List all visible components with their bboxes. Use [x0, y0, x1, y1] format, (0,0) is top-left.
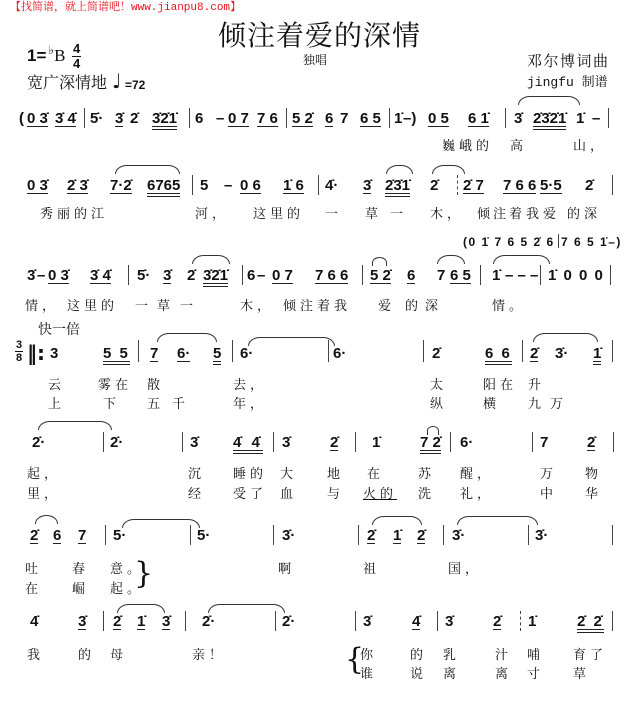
lyric-syllable: 万 — [540, 467, 558, 482]
lyric-syllable: 上 — [48, 397, 66, 412]
note-group: – — [592, 110, 601, 127]
site-banner: 【找简谱，就上简谱吧！www.jianpu8.com】 — [10, 2, 242, 14]
expression-marking: 宽广深情地 — [27, 73, 108, 92]
barline — [242, 265, 243, 285]
lyric-syllable: 一 — [325, 207, 343, 222]
note-group: 0 7 — [228, 110, 249, 127]
slur-arc — [117, 604, 165, 613]
tie-arc — [122, 519, 200, 528]
note-group: 3̇ — [445, 613, 454, 630]
note-group: 2̇ — [367, 527, 376, 544]
time-signature-numerator: 3 — [16, 339, 23, 351]
note-group: 6 5 — [360, 110, 381, 127]
note-group: 1̇ — [576, 110, 585, 127]
barline — [103, 611, 104, 631]
lyric-syllable: 一 — [390, 207, 408, 222]
note-group: 2̇ — [187, 267, 196, 284]
lyric-syllable: 散 — [147, 378, 165, 393]
lyric-syllable: 睡的 — [233, 467, 268, 482]
note-group: 6765 — [147, 179, 180, 197]
slur-arc — [157, 333, 217, 342]
note-group: 0 3̇ — [27, 177, 48, 194]
note-group: – — [224, 177, 233, 194]
note-group: – — [37, 267, 46, 284]
note-group: 5 2̇ — [370, 267, 391, 284]
lyric-syllable: 祖 — [363, 562, 381, 577]
lyric-syllable: 秀丽的江 — [40, 207, 109, 222]
lyric-syllable: 五 — [147, 397, 165, 412]
note-group: 2̇ — [30, 527, 39, 544]
barline — [190, 525, 191, 545]
note-group: 3̇· — [452, 527, 466, 544]
note-group: 1̇ 0 0 0 — [548, 267, 605, 284]
barline — [182, 432, 183, 452]
lyric-syllable: 的 — [78, 648, 96, 663]
note-group: 0 6 — [240, 177, 261, 194]
barline — [612, 525, 613, 545]
barline — [273, 432, 274, 452]
time-signature — [72, 43, 81, 70]
performance-type: 独唱 — [303, 53, 328, 67]
barline — [389, 108, 390, 128]
lyric-syllable: 深 — [425, 299, 443, 314]
tempo-value: =72 — [125, 78, 146, 92]
lyric-syllable: 起。 — [110, 582, 145, 597]
barline — [232, 340, 233, 362]
barline — [105, 525, 106, 545]
quarter-note-icon: ♩ — [112, 69, 122, 93]
closing-brace-icon: } — [134, 556, 154, 591]
lyric-syllable: 木， — [430, 207, 465, 222]
note-group: 3 — [50, 345, 59, 362]
lyric-syllable: 一 — [180, 299, 198, 314]
note-group: 2̇ — [417, 527, 426, 544]
lyric-syllable: 草 — [157, 299, 175, 314]
barline-dashed — [457, 175, 458, 195]
note-group: 1̇ — [393, 527, 402, 544]
time-signature-numerator: 4 — [73, 41, 81, 56]
transcriber: jingfu 制谱 — [527, 75, 608, 90]
barline — [558, 234, 559, 248]
lyric-syllable: 爱 — [378, 299, 396, 314]
note-group: 6 6 — [485, 347, 512, 365]
barline — [318, 175, 319, 195]
lyric-syllable: 的深 — [567, 207, 602, 222]
note-group: 3̇2̇1̇ — [152, 112, 177, 130]
note-group: 3̇· — [282, 527, 296, 544]
key-signature — [27, 43, 66, 65]
lyric-syllable: 里， — [27, 487, 62, 502]
note-group: 2̇ 7 — [463, 177, 484, 194]
lyric-syllable: 吐 — [25, 562, 43, 577]
note-group: 2̇· — [282, 613, 296, 630]
lyric-syllable: 横 — [483, 397, 501, 412]
note-group: 1̇ 6 — [283, 177, 304, 194]
note-group: 2̇ — [587, 434, 596, 451]
note-group: 5·5 — [540, 177, 562, 194]
slur-arc — [437, 255, 465, 264]
slur-arc — [372, 516, 422, 525]
barline — [505, 108, 506, 128]
note-group: 3̇ — [190, 434, 199, 451]
note-group: 2̇ — [330, 434, 339, 451]
barline — [612, 340, 613, 362]
note-group: 3̇ — [363, 177, 372, 194]
barline — [443, 525, 444, 545]
lyric-syllable: 在 — [25, 582, 43, 597]
lyric-syllable: 大 — [280, 467, 298, 482]
note-group: 6 — [53, 527, 62, 544]
lyric-syllable: 寸 — [527, 667, 545, 682]
note-group: 4̇ 4̇ — [233, 436, 263, 454]
barline — [358, 525, 359, 545]
barline-dashed — [520, 611, 521, 631]
barline — [613, 432, 614, 452]
note-group: 3̇ — [363, 613, 372, 630]
opening-brace-icon: { — [345, 642, 365, 677]
note-group: 7 — [78, 527, 87, 544]
barline — [84, 108, 85, 128]
barline — [423, 340, 424, 362]
barline — [138, 340, 139, 362]
slur-arc — [533, 333, 598, 342]
note-group: 2̇ — [432, 345, 441, 362]
lyric-syllable: 去， — [233, 378, 268, 393]
note-group: 1̇ — [372, 434, 381, 451]
lyric-syllable: 草 — [365, 207, 383, 222]
barline — [532, 432, 533, 452]
barline — [355, 611, 356, 631]
lyric-syllable: 注 — [493, 207, 511, 222]
barline — [480, 265, 481, 285]
lyric-syllable-underlined: 火的 — [363, 487, 398, 502]
tie-arc — [248, 337, 335, 346]
lyric-syllable: 的 — [410, 648, 428, 663]
note-group: 6· — [333, 345, 347, 362]
lyric-syllable: 高 — [510, 139, 528, 154]
note-group: 6 — [195, 110, 204, 127]
lyric-syllable: 巍峨的 — [442, 139, 494, 154]
tie-arc — [432, 165, 465, 174]
lyric-syllable: 汁 — [495, 648, 513, 663]
note-group: 1̇ — [394, 110, 403, 127]
note-group: 6 1̇ — [468, 110, 489, 127]
note-group: 7 6 6 — [315, 267, 349, 284]
slur-arc — [115, 165, 180, 174]
note-group: 3̇ — [282, 434, 291, 451]
note-group: 3̇· — [535, 527, 549, 544]
slur-arc — [192, 255, 230, 264]
lyric-syllable: 年， — [233, 397, 268, 412]
note-group: 6· — [240, 345, 254, 362]
barline — [612, 611, 613, 631]
lyric-syllable: 中 — [540, 487, 558, 502]
note-group: 3̇ — [27, 267, 36, 284]
note-group: 4̇· — [325, 177, 339, 194]
lyric-syllable: 崛 — [72, 582, 90, 597]
note-group: – — [257, 267, 266, 284]
tie-arc — [493, 255, 550, 264]
tie-arc — [518, 96, 580, 105]
barline — [273, 525, 274, 545]
lyric-syllable: 育了 — [573, 648, 608, 663]
note-group: 5 5 — [103, 347, 130, 365]
barline — [540, 265, 541, 285]
note-group: 3̇ — [78, 613, 87, 630]
note-group: 2̇· — [202, 613, 216, 630]
note-group: – – – — [505, 267, 539, 284]
barline — [286, 108, 287, 128]
note-group: 2̇· — [110, 434, 124, 451]
lyric-syllable: 啊 — [278, 562, 296, 577]
barline — [103, 432, 104, 452]
key-note: B — [54, 46, 66, 65]
note-group: 4̇ — [412, 613, 421, 630]
note-group: 1̇ — [593, 347, 601, 365]
barline — [192, 175, 193, 195]
note-group: 6 — [407, 267, 416, 284]
lyric-syllable: 离 — [443, 667, 461, 682]
slur-arc — [35, 515, 58, 524]
lyric-syllable: 的 — [405, 299, 423, 314]
lyric-syllable: 你 — [360, 648, 378, 663]
note-group: 2̇3̇1̇ — [385, 179, 410, 197]
note-group: –) — [403, 110, 417, 127]
barline — [185, 611, 186, 631]
lyric-syllable: 万 — [550, 397, 568, 412]
note-group: 3̇ 4̇ — [90, 267, 111, 284]
lyric-syllable: 升 — [528, 378, 546, 393]
lyric-syllable: 亲！ — [192, 648, 227, 663]
lyric-syllable: 情。 — [492, 299, 527, 314]
barline — [522, 340, 523, 362]
tie-arc — [457, 516, 538, 525]
lyric-syllable: 河， — [195, 207, 230, 222]
flat-icon: ♭ — [48, 43, 55, 57]
slur-arc — [427, 426, 439, 435]
lyric-syllable: 阳在 — [483, 378, 518, 393]
lyric-syllable: 这里的 — [67, 299, 119, 314]
lyric-syllable: 倾 — [477, 207, 495, 222]
note-group: 3̇2̇1̇ — [203, 269, 228, 287]
lyric-syllable: 太 — [430, 378, 448, 393]
lyric-syllable: 沉 — [188, 467, 206, 482]
slur-arc — [386, 165, 413, 174]
lyric-syllable: 起， — [27, 467, 62, 482]
lyric-syllable: 礼， — [460, 487, 495, 502]
note-group: 2̇ — [113, 613, 122, 630]
note-group: – — [216, 110, 225, 127]
note-group: 0 3̇ — [48, 267, 69, 284]
interlude-notes: 7 6 5 1̇–) — [561, 235, 622, 249]
note-group: 7 — [540, 434, 549, 451]
lyric-syllable: 意。 — [110, 562, 145, 577]
key-prefix: 1= — [27, 46, 47, 65]
lyric-syllable: 华 — [585, 487, 603, 502]
lyric-syllable: 纵 — [430, 397, 448, 412]
barline — [610, 265, 611, 285]
time-signature — [15, 340, 23, 363]
note-group: 2̇· — [32, 434, 46, 451]
note-group: 7 — [340, 110, 349, 127]
note-group: 2̇ — [430, 177, 439, 194]
note-group: 0 3̇ — [27, 110, 48, 127]
note-group: 7 — [437, 267, 446, 284]
note-group: 5 — [200, 177, 209, 194]
lyric-syllable: 物 — [585, 467, 603, 482]
note-group: 1̇ — [492, 267, 501, 284]
note-group: 5 2̇ — [292, 110, 313, 127]
barline — [450, 432, 451, 452]
lyric-syllable: 母 — [110, 648, 128, 663]
note-group: 6 — [325, 110, 334, 127]
barline — [612, 175, 613, 195]
lyric-syllable: 血 — [280, 487, 298, 502]
lyric-syllable: 春 — [72, 562, 90, 577]
note-group: 2̇ — [493, 613, 502, 630]
time-signature-denominator: 8 — [16, 352, 23, 364]
lyricist-composer: 邓尔博词曲 — [527, 52, 610, 70]
lyric-syllable: 山， — [573, 139, 608, 154]
note-group: 5̇· — [90, 110, 104, 127]
lyric-syllable: 经 — [188, 487, 206, 502]
lyric-syllable: 九 — [528, 397, 546, 412]
lyric-syllable: 着我爱 — [509, 207, 561, 222]
note-group: ( — [19, 110, 24, 127]
interlude-notes: (0 1̇ 7 6 5 2̇ 6 — [463, 235, 555, 249]
lyric-syllable: 受了 — [233, 487, 268, 502]
tie-arc — [208, 604, 285, 613]
note-group: 5̇· — [137, 267, 151, 284]
note-group: 7 6 — [257, 110, 278, 127]
lyric-syllable: 哺 — [527, 648, 545, 663]
note-group: 4̇ — [30, 613, 39, 630]
slur-arc — [372, 257, 387, 266]
lyric-syllable: 在 — [367, 467, 385, 482]
note-group: 0 5 — [428, 110, 449, 127]
note-group: 7 6 6 — [503, 177, 537, 194]
lyric-syllable: 这里的 — [253, 207, 305, 222]
lyric-syllable: 木， — [240, 299, 275, 314]
barline — [362, 265, 363, 285]
note-group: 3̇ — [162, 613, 171, 630]
time-signature-denominator: 4 — [73, 56, 81, 71]
note-group: 2̇ — [130, 110, 139, 127]
lyric-syllable: 醒， — [460, 467, 495, 482]
song-title: 倾注着爱的深情 — [218, 19, 422, 52]
lyric-syllable: 云 — [48, 378, 66, 393]
lyric-syllable: 国， — [448, 562, 483, 577]
note-group: 6· — [177, 345, 191, 362]
barline — [608, 108, 609, 128]
section-tempo-marking: 快一倍 — [38, 322, 80, 338]
lyric-syllable: 苏 — [418, 467, 436, 482]
lyric-syllable: 草 — [573, 667, 591, 682]
note-group: 2̇ — [585, 177, 594, 194]
note-group: 3̇ 4̇ — [55, 110, 76, 127]
barline — [355, 432, 356, 452]
barline — [275, 611, 276, 631]
barline — [528, 525, 529, 545]
lyric-syllable: 我 — [27, 648, 45, 663]
lyric-syllable: 倾注着我 — [283, 299, 352, 314]
note-group: 7 2̇ — [420, 436, 441, 454]
note-group: 2̇3̇2̇1̇ — [533, 112, 566, 130]
barline — [189, 108, 190, 128]
lyric-syllable: 洗 — [418, 487, 436, 502]
note-group: 3̇ — [163, 267, 172, 284]
lyric-syllable: 谁 — [360, 667, 378, 682]
note-group: 5· — [197, 527, 211, 544]
note-group: 2̇ 3̇ — [67, 177, 88, 194]
lyric-syllable: 下 — [103, 397, 121, 412]
lyric-syllable: 一 — [135, 299, 153, 314]
lyric-syllable: 离 — [495, 667, 513, 682]
note-group: 3̇ — [115, 110, 124, 127]
note-group: 1̇ — [137, 613, 146, 630]
barline — [437, 611, 438, 631]
note-group: 3̇ — [514, 110, 523, 127]
lyric-syllable: 情， — [25, 299, 60, 314]
lyric-syllable: 雾在 — [98, 378, 133, 393]
note-group: 2̇ — [530, 345, 539, 362]
note-group: 3̇· — [555, 345, 569, 362]
note-group: 0 7 — [272, 267, 293, 284]
lyric-syllable: 说 — [410, 667, 428, 682]
note-group: 6 5 — [450, 267, 471, 284]
note-group: 1̇ — [528, 613, 537, 630]
note-group: 5 — [213, 347, 221, 365]
note-group: 7·2̇ — [110, 177, 132, 194]
repeat-start-icon: ‖: — [27, 341, 45, 365]
lyric-syllable: 乳 — [443, 648, 461, 663]
lyric-syllable: 地 — [327, 467, 345, 482]
note-group: 6 — [247, 267, 256, 284]
note-group: 7 — [150, 345, 159, 362]
tie-arc — [38, 421, 112, 430]
barline — [128, 265, 129, 285]
lyric-syllable: 与 — [327, 487, 345, 502]
note-group: 2̇ 2̇ — [577, 615, 604, 633]
note-group: 6· — [460, 434, 474, 451]
lyric-syllable: 千 — [172, 397, 190, 412]
note-group: 5· — [113, 527, 127, 544]
